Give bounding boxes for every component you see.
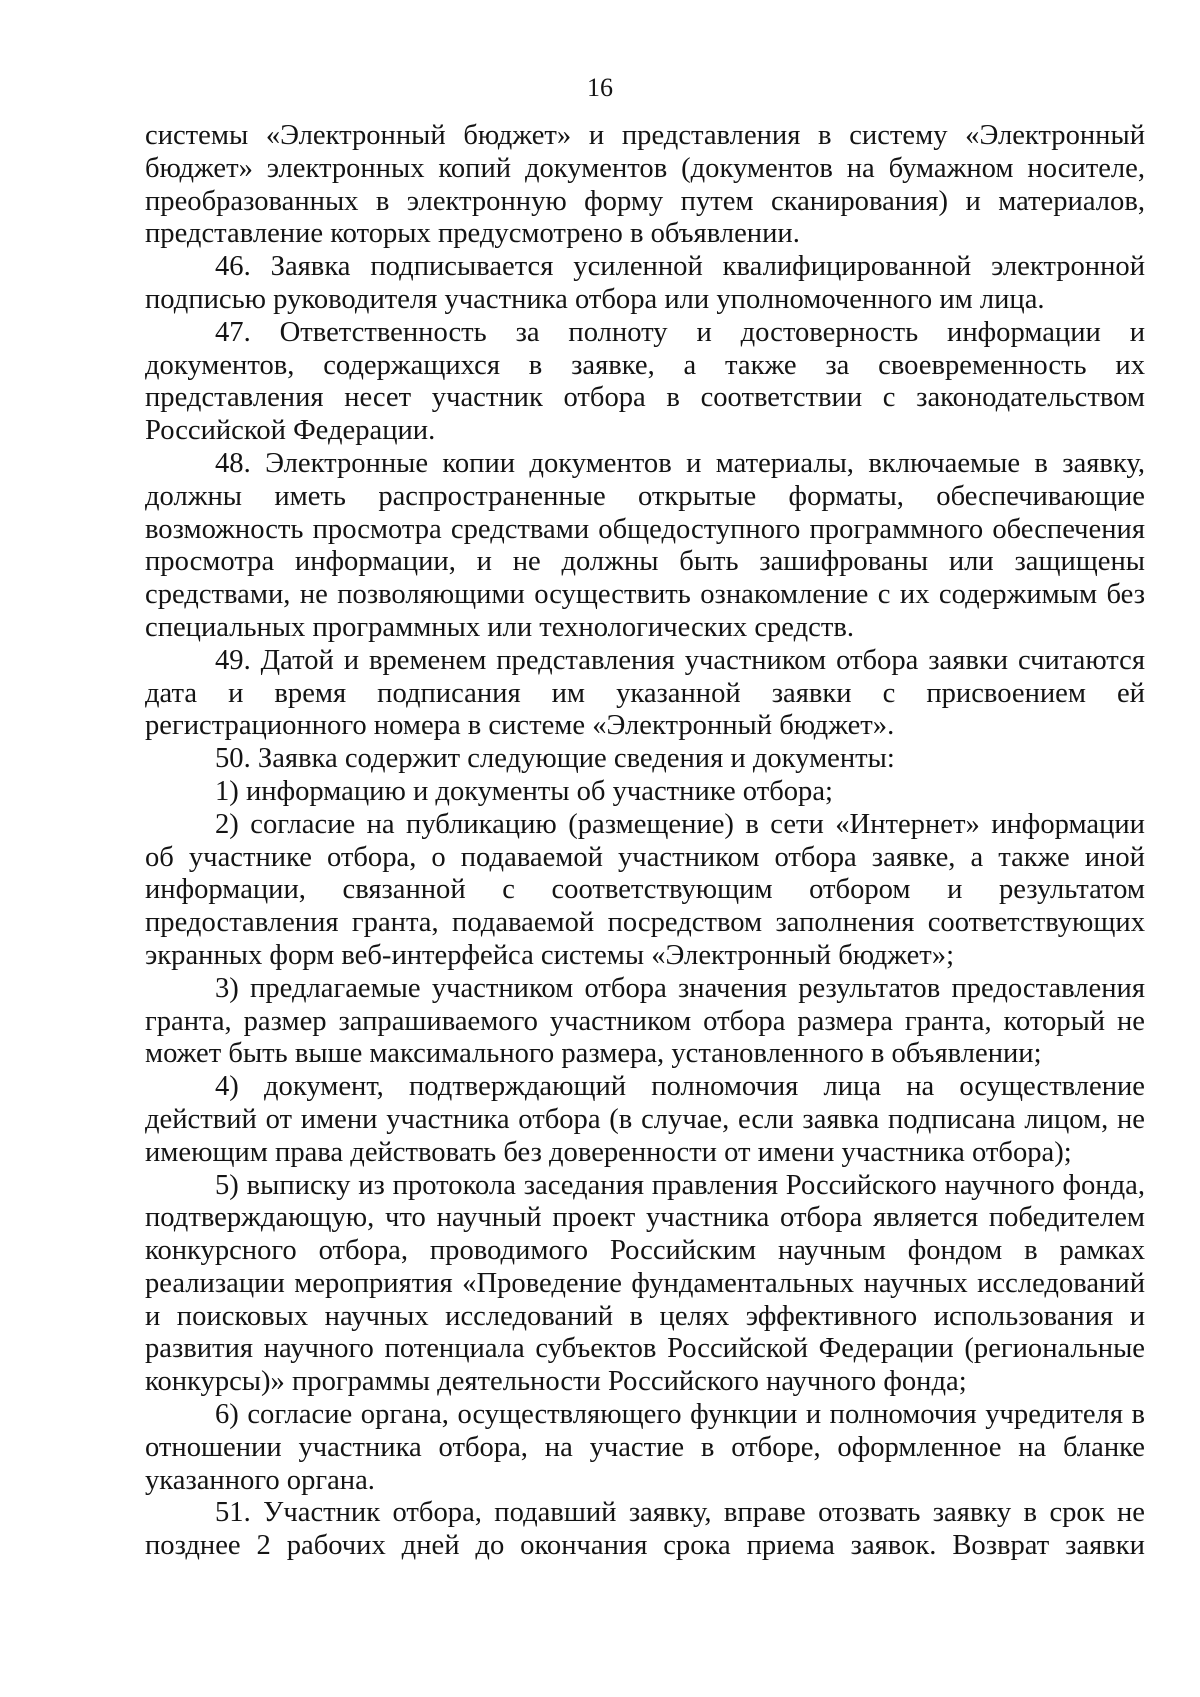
paragraph-49: 49. Датой и временем представления участником отбора заявки считаются дата и время подписания им указанной заявки с присвоением ей регистрационного номера в системе «Электронный бюджет». [145,644,1145,742]
paragraph-48: 48. Электронные копии документов и материалы, включаемые в заявку, должны иметь распространенные открытые форматы, обеспечивающие возможность просмотра средствами общедоступного программного обеспечения просмотра информации, и не должны быть зашифрованы или защищены средствами, не позволяющими осуществить ознакомление с их содержимым без специальных программных или технологических средств. [145,447,1145,643]
paragraph-50: 50. Заявка содержит следующие сведения и документы: [215,743,895,775]
paragraph-51: 51. Участник отбора, подавший заявку, вправе отозвать заявку в срок не позднее 2 рабочих дней до окончания срока приема заявок. Возврат заявки [145,1497,1145,1562]
page-number: 16 [587,73,613,102]
paragraph-50-item-4: 4) документ, подтверждающий полномочия лица на осуществление действий от имени участника отбора (в случае, если заявка подписана лицом, не имеющим права действовать без доверенности от имени участника отбора); [145,1071,1145,1168]
document-body [145,120,1145,1563]
paragraph-continuation: системы «Электронный бюджет» и представления в систему «Электронный бюджет» электронных копий документов (документов на бумажном носителе, преобразованных в электронную форму путем сканирования) и материалов, представление которых предусмотрено в объявлении. [145,120,1145,250]
paragraph-50-item-3: 3) предлагаемые участником отбора значения результатов предоставления гранта, размер запрашиваемого участником отбора размера гранта, который не может быть выше максимального размера, установленного в объявлении; [145,972,1145,1070]
paragraph-46: 46. Заявка подписывается усиленной квалифицированной электронной подписью руководителя участника отбора или уполномоченного им лица. [145,251,1145,315]
paragraph-50-item-6: 6) согласие органа, осуществляющего функции и полномочия учредителя в отношении участника отбора, на участие в отборе, оформленное на бланке указанного органа. [145,1399,1145,1496]
paragraph-50-item-2: 2) согласие на публикацию (размещение) в сети «Интернет» информации об участнике отбора, о подаваемой участником отбора заявке, а также иной информации, связанной с соответствующим отбором и результатом предоставления гранта, подаваемой посредством заполнения соответствующих экранных форм веб-интерфейса системы «Электронный бюджет»; [145,808,1145,971]
paragraph-50-item-5: 5) выписку из протокола заседания правления Российского научного фонда, подтверждающую, что научный проект участника отбора является победителем конкурсного отбора, проводимого Российским научным фондом в рамках реализации мероприятия «Проведение фундаментальных научных исследований и поисковых научных исследований в целях эффективного использования и развития научного потенциала субъектов Российской Федерации (региональные конкурсы)» программы деятельности Российского научного фонда; [145,1169,1145,1398]
paragraph-47: 47. Ответственность за полноту и достоверность информации и документов, содержащихся в заявке, а также за своевременность их представления несет участник отбора в соответствии с законодательством Российской Федерации. [145,316,1145,447]
paragraph-50-item-1: 1) информацию и документы об участнике отбора; [215,775,833,807]
